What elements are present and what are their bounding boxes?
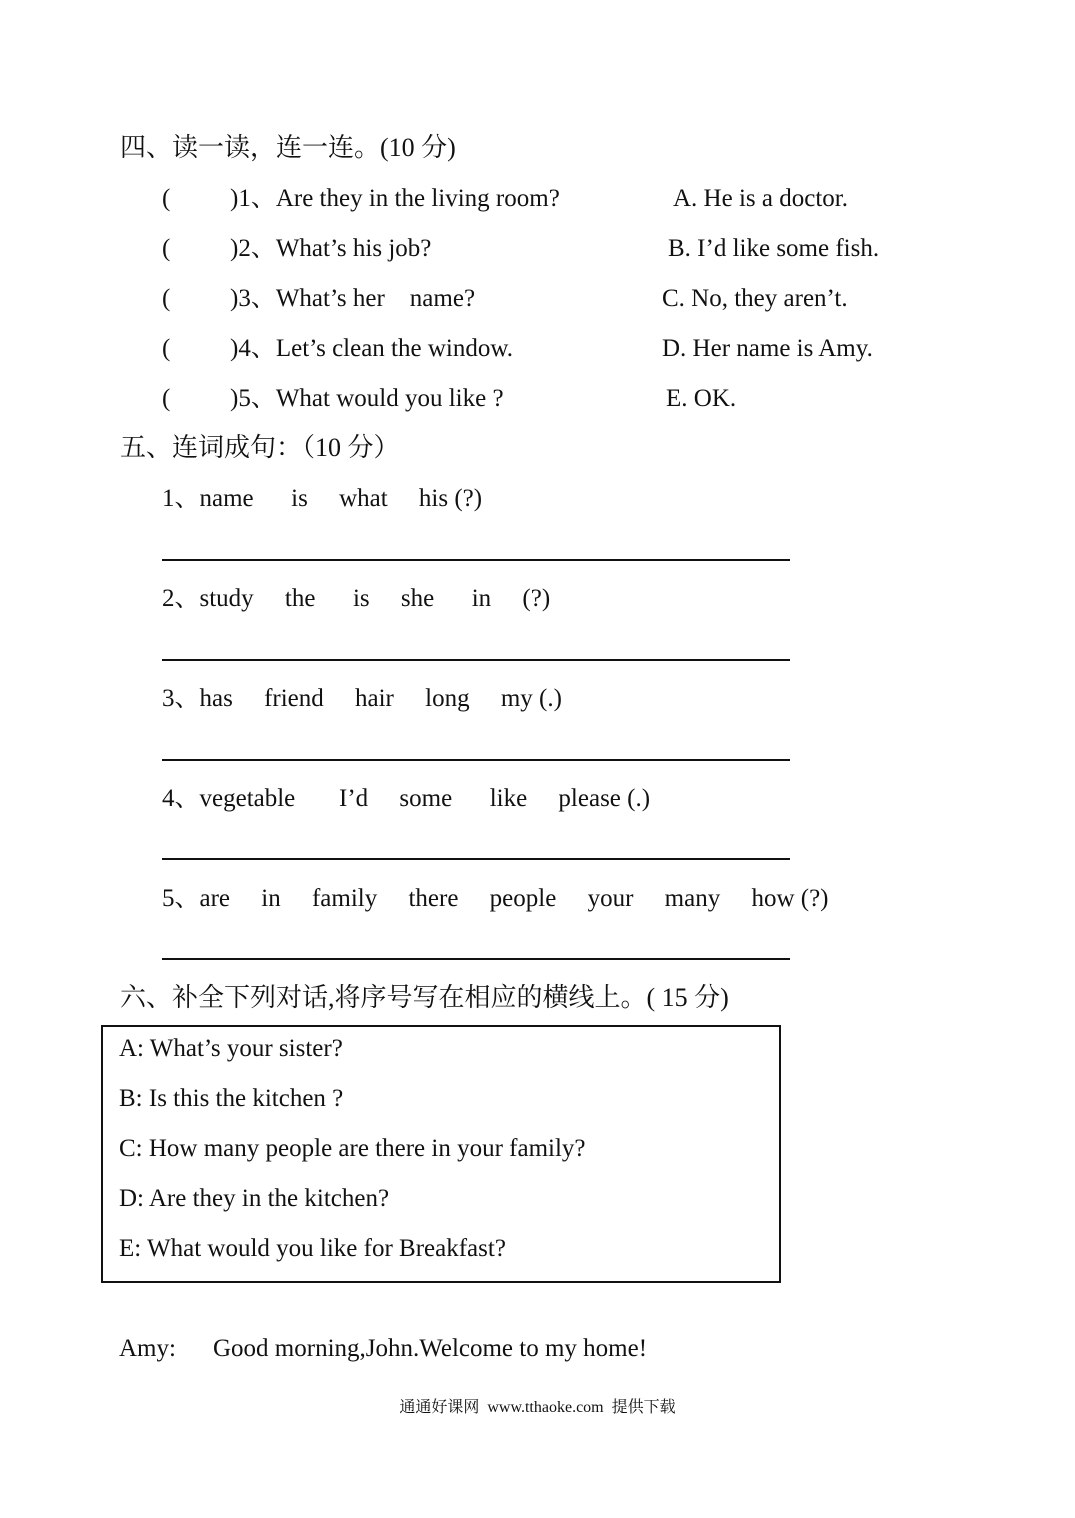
- option-item: E: What would you like for Breakfast?: [119, 1235, 506, 1262]
- answer-line[interactable]: [162, 659, 790, 661]
- match-answer: D. Her name is Amy.: [662, 335, 873, 362]
- answer-line[interactable]: [162, 559, 790, 561]
- match-question: )5、What would you like ?: [230, 385, 504, 412]
- match-question: )4、Let’s clean the window.: [230, 335, 514, 362]
- dialogue-line: Good morning,John.Welcome to my home!: [213, 1335, 648, 1362]
- answer-line[interactable]: [162, 759, 790, 761]
- option-item: C: How many people are there in your family?: [119, 1135, 586, 1162]
- match-answer: E. OK.: [666, 385, 737, 412]
- option-item: D: Are they in the kitchen?: [119, 1185, 390, 1212]
- match-question: )2、What’s his job?: [230, 235, 432, 262]
- match-answer: A. He is a doctor.: [673, 185, 848, 212]
- match-question: )3、What’s her name?: [230, 285, 476, 312]
- page-footer: 通通好课网 www.tthaoke.com 提供下载: [399, 1399, 676, 1416]
- match-paren: (: [162, 185, 171, 212]
- match-answer: B. I’d like some fish.: [668, 235, 880, 262]
- match-answer: C. No, they aren’t.: [662, 285, 848, 312]
- scrambled-sentence: 5、are in family there people your many how (?): [162, 885, 829, 912]
- option-item: A: What’s your sister?: [119, 1035, 343, 1062]
- answer-line[interactable]: [162, 958, 790, 960]
- scrambled-sentence: 1、name is what his (?): [162, 485, 483, 512]
- match-paren: (: [162, 335, 171, 362]
- match-paren: (: [162, 385, 171, 412]
- match-paren: (: [162, 235, 171, 262]
- match-paren: (: [162, 285, 171, 312]
- section4-title: 四、读一读，连一连。(10 分): [120, 133, 456, 162]
- section6-title: 六、补全下列对话,将序号写在相应的横线上。( 15 分): [120, 983, 729, 1012]
- option-item: B: Is this the kitchen ?: [119, 1085, 344, 1112]
- section5-title: 五、连词成句：（10 分）: [120, 433, 400, 462]
- scrambled-sentence: 3、has friend hair long my (.): [162, 685, 562, 712]
- scrambled-sentence: 2、study the is she in (?): [162, 585, 551, 612]
- answer-line[interactable]: [162, 858, 790, 860]
- dialogue-speaker: Amy:: [119, 1335, 176, 1362]
- scrambled-sentence: 4、vegetable I’d some like please (.): [162, 785, 651, 812]
- match-question: )1、Are they in the living room?: [230, 185, 560, 212]
